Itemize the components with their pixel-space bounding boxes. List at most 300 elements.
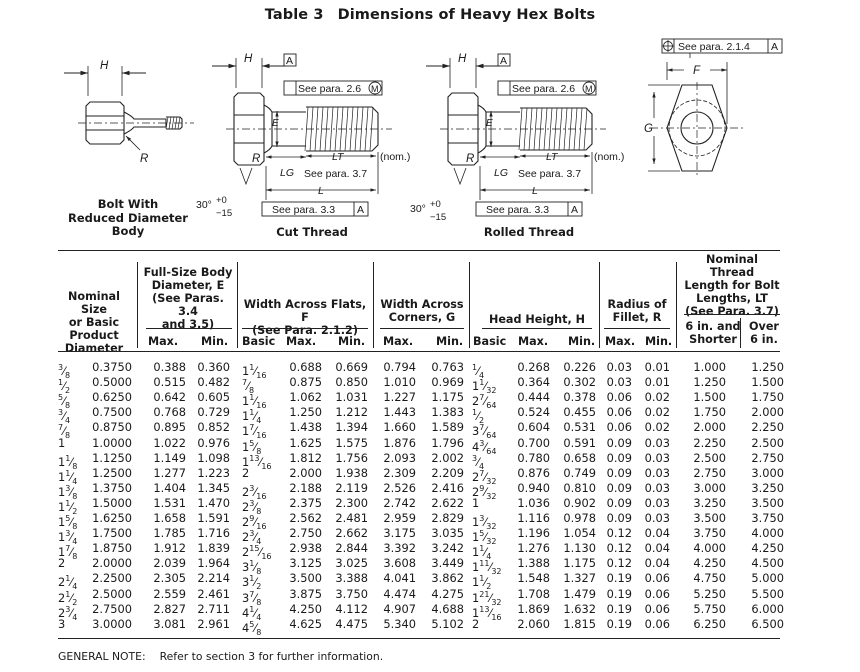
underline-radius: [604, 328, 670, 329]
cell-nom-frac: $^7⁄_8$: [58, 423, 71, 441]
table-row: [0, 375, 860, 396]
cell-h-max: 0.444: [517, 390, 550, 405]
fig2-lt-label: LT: [332, 151, 344, 163]
cell-lt-over: 2.750: [751, 450, 784, 465]
header-radius: Radius of Fillet, R: [607, 298, 667, 324]
cell-lt-short: 3.250: [693, 495, 726, 510]
cell-h-min: 0.226: [563, 360, 596, 374]
fig1-caption: Bolt With Reduced Diameter Body: [68, 197, 188, 238]
cell-nom: 2.0000: [92, 556, 132, 571]
cell-f-basic: $3^1⁄_2$: [242, 574, 262, 592]
cell-f-max: 2.188: [289, 480, 322, 495]
sub-min: Min.: [568, 335, 596, 348]
cell-g-max: 4.907: [383, 601, 416, 616]
cell-g-max: 1.876: [383, 435, 416, 450]
cell-r-min: 0.03: [644, 450, 670, 465]
cell-r-max: 0.03: [606, 360, 632, 374]
cell-lt-over: 4.250: [751, 541, 784, 556]
cell-lt-over: 2.000: [751, 405, 784, 420]
cell-g-max: 2.526: [383, 480, 416, 495]
cell-nom-frac: 1: [58, 435, 66, 450]
cell-e-max: 2.305: [153, 571, 186, 586]
cell-f-min: 4.475: [335, 616, 368, 631]
cell-f-min: 0.850: [335, 375, 368, 390]
cell-h-basic: $1^1⁄_{32}$: [472, 378, 497, 396]
cell-f-max: 3.125: [289, 556, 322, 571]
cell-nom: 2.5000: [92, 586, 132, 601]
fig2-l-label: L: [318, 185, 324, 197]
table-row: [0, 405, 860, 426]
cell-lt-over: 5.000: [751, 571, 784, 586]
cell-f-basic: $1^1⁄_{16}$: [242, 393, 267, 411]
cell-nom-frac: $2^1⁄_4$: [58, 574, 78, 592]
cell-nom: 1.0000: [92, 435, 132, 450]
fig3-h-label: H: [458, 53, 467, 65]
cell-g-max: 4.474: [383, 586, 416, 601]
cell-e-max: 1.912: [153, 541, 186, 556]
cell-e-min: 1.964: [197, 556, 230, 571]
cell-lt-over: 3.000: [751, 465, 784, 480]
cell-r-max: 0.06: [606, 420, 632, 435]
cell-g-min: 4.688: [431, 601, 464, 616]
cell-f-max: 4.625: [289, 616, 322, 631]
cell-lt-short: 5.250: [693, 586, 726, 601]
cell-f-max: 2.562: [289, 511, 322, 525]
cell-h-min: 1.130: [563, 541, 596, 556]
cell-h-max: 1.196: [517, 526, 550, 541]
cell-g-min: 1.796: [431, 435, 464, 450]
cell-e-min: 0.852: [197, 420, 230, 435]
fig2-lg-label: LG: [280, 167, 295, 179]
cell-nom: 2.7500: [92, 601, 132, 616]
cell-nom-frac: $^5⁄_8$: [58, 393, 71, 411]
cell-h-max: 0.268: [517, 360, 550, 374]
cell-nom-frac: $^3⁄_8$: [58, 363, 71, 381]
cell-f-max: 1.812: [289, 450, 322, 465]
cell-g-max: 2.309: [383, 465, 416, 480]
cell-lt-short: 2.500: [693, 450, 726, 465]
cell-f-min: 2.300: [335, 495, 368, 510]
underline-body: [146, 328, 232, 329]
cell-f-min: 2.844: [335, 541, 368, 556]
cell-r-min: 0.06: [644, 571, 670, 586]
cell-nom: 1.6250: [92, 511, 132, 525]
cell-g-max: 1.443: [383, 405, 416, 420]
cell-e-max: 0.642: [153, 390, 186, 405]
reduced-body-bolt-drawing: [64, 66, 194, 150]
cell-f-max: 1.250: [289, 405, 322, 420]
cut-thread-bolt-drawing: [212, 54, 392, 216]
underline-head: [482, 328, 592, 329]
cell-f-max: 1.062: [289, 390, 322, 405]
cell-f-min: 3.750: [335, 586, 368, 601]
cell-f-max: 4.250: [289, 601, 322, 616]
general-note: [58, 650, 383, 663]
cell-g-min: 2.416: [431, 480, 464, 495]
cell-f-basic: $1^5⁄_8$: [242, 438, 262, 456]
table-row: [0, 435, 860, 456]
divider: [676, 262, 677, 348]
sub-min: Min.: [338, 335, 366, 348]
cell-h-max: 1.388: [517, 556, 550, 571]
cell-e-min: 1.839: [197, 541, 230, 556]
cell-nom: 0.5000: [92, 375, 132, 390]
cell-r-max: 0.12: [606, 541, 632, 556]
table-bottom-rule: [58, 638, 780, 639]
cell-f-max: 0.688: [289, 360, 322, 374]
sub-max: Max.: [286, 335, 317, 348]
cell-nom: 1.8750: [92, 541, 132, 556]
cell-f-basic: $1^7⁄_{16}$: [242, 423, 267, 441]
cell-lt-over: 1.750: [751, 390, 784, 405]
cell-h-max: 0.876: [517, 465, 550, 480]
cell-f-min: 1.575: [335, 435, 368, 450]
fig3-tol-minus: −15: [430, 212, 447, 223]
header-nominal: Nominal Size or Basic Product Diameter: [64, 290, 124, 355]
cell-g-max: 1.660: [383, 420, 416, 435]
hex-end-view-drawing: [648, 39, 782, 176]
cell-lt-short: 1.000: [693, 360, 726, 374]
cell-h-basic: $4^3⁄_{64}$: [472, 438, 497, 456]
fig2-see26: See para. 2.6: [298, 83, 362, 95]
fig3-l-label: L: [532, 185, 538, 197]
cell-lt-over: 6.500: [751, 616, 784, 631]
cell-r-max: 0.09: [606, 511, 632, 525]
fig3-a-label: A: [500, 55, 508, 67]
cell-r-min: 0.03: [644, 465, 670, 480]
cell-nom-frac: 2: [58, 556, 66, 571]
divider: [469, 262, 470, 348]
cell-nom: 0.7500: [92, 405, 132, 420]
cell-g-min: 1.383: [431, 405, 464, 420]
table-row: [0, 420, 860, 441]
cell-e-min: 1.716: [197, 526, 230, 541]
cell-lt-over: 1.250: [751, 360, 784, 374]
cell-f-min: 2.481: [335, 511, 368, 525]
cell-e-max: 2.559: [153, 586, 186, 601]
cell-r-max: 0.09: [606, 450, 632, 465]
cell-e-min: 2.214: [197, 571, 230, 586]
cell-lt-short: 2.000: [693, 420, 726, 435]
cell-r-max: 0.06: [606, 405, 632, 420]
cell-nom-frac: $1^3⁄_4$: [58, 529, 78, 547]
cell-r-min: 0.04: [644, 526, 670, 541]
cell-h-min: 0.591: [563, 435, 596, 450]
cell-g-min: 5.102: [431, 616, 464, 631]
fig3-e-label: E: [486, 118, 493, 129]
cell-f-basic: $4^5⁄_8$: [242, 619, 262, 637]
sub-max: Max.: [383, 335, 414, 348]
underline-flats: [242, 328, 368, 329]
cell-e-max: 1.785: [153, 526, 186, 541]
cell-e-min: 1.470: [197, 495, 230, 510]
cell-r-max: 0.19: [606, 601, 632, 616]
table-row: [0, 526, 860, 547]
cell-h-min: 0.658: [563, 450, 596, 465]
cell-r-max: 0.09: [606, 480, 632, 495]
table-row: [0, 450, 860, 471]
cell-lt-short: 6.250: [693, 616, 726, 631]
cell-r-max: 0.09: [606, 435, 632, 450]
cell-f-min: 1.394: [335, 420, 368, 435]
cell-h-min: 0.531: [563, 420, 596, 435]
cell-h-max: 0.364: [517, 375, 550, 390]
cell-r-min: 0.03: [644, 435, 670, 450]
cell-nom: 0.8750: [92, 420, 132, 435]
table-title-text: Dimensions of Heavy Hex Bolts: [337, 7, 596, 23]
cell-e-max: 2.039: [153, 556, 186, 571]
cell-r-min: 0.02: [644, 390, 670, 405]
cell-f-max: 2.938: [289, 541, 322, 556]
cell-r-max: 0.19: [606, 586, 632, 601]
cell-lt-over: 2.500: [751, 435, 784, 450]
cell-e-min: 0.360: [197, 360, 230, 374]
cell-lt-short: 1.500: [693, 390, 726, 405]
note-label: GENERAL NOTE:: [58, 650, 146, 663]
cell-nom-frac: $2^1⁄_2$: [58, 589, 78, 607]
cell-f-basic: $4^1⁄_4$: [242, 604, 262, 622]
cell-lt-short: 2.750: [693, 465, 726, 480]
cell-h-max: 1.708: [517, 586, 550, 601]
cell-r-min: 0.02: [644, 405, 670, 420]
fig3-caption: Rolled Thread: [483, 225, 575, 239]
cell-f-max: 0.875: [289, 375, 322, 390]
cell-lt-over: 1.500: [751, 375, 784, 390]
cell-h-min: 1.327: [563, 571, 596, 586]
cell-nom: 3.0000: [92, 616, 132, 631]
cell-h-min: 0.378: [563, 390, 596, 405]
cell-nom-frac: $1^1⁄_8$: [58, 453, 78, 471]
cell-h-basic: $^3⁄_4$: [472, 453, 485, 471]
cell-h-basic: $1^{21}⁄_{32}$: [472, 589, 502, 607]
cell-e-max: 1.277: [153, 465, 186, 480]
cell-r-min: 0.04: [644, 541, 670, 556]
cell-r-min: 0.03: [644, 495, 670, 510]
cell-g-max: 1.010: [383, 375, 416, 390]
cell-h-max: 0.940: [517, 480, 550, 495]
cell-f-min: 1.938: [335, 465, 368, 480]
cell-e-min: 0.482: [197, 375, 230, 390]
cell-f-basic: $3^7⁄_8$: [242, 589, 262, 607]
cell-g-min: 1.589: [431, 420, 464, 435]
cell-nom: 1.7500: [92, 526, 132, 541]
fig2-see33: See para. 3.3: [272, 204, 336, 216]
cell-nom-frac: $1^1⁄_2$: [58, 498, 78, 516]
cell-f-basic: $2^9⁄_{16}$: [242, 514, 267, 532]
table-row: [0, 360, 860, 381]
cell-lt-over: 3.500: [751, 495, 784, 510]
cell-r-min: 0.06: [644, 601, 670, 616]
cell-lt-over: 2.250: [751, 420, 784, 435]
underline-corners: [380, 328, 464, 329]
cell-lt-short: 3.750: [693, 526, 726, 541]
cell-f-basic: $1^1⁄_{16}$: [242, 363, 267, 381]
cell-h-max: 0.780: [517, 450, 550, 465]
cell-f-max: 1.625: [289, 435, 322, 450]
cell-f-basic: 2: [242, 465, 250, 480]
cell-f-basic: $1^{13}⁄_{16}$: [242, 453, 272, 471]
fig3-r-label: R: [466, 153, 475, 165]
cell-h-min: 1.815: [563, 616, 596, 631]
fig1-r-label: R: [140, 153, 149, 165]
cell-r-min: 0.03: [644, 480, 670, 495]
fig4-f-label: F: [693, 65, 701, 77]
underline-thread: [684, 314, 780, 315]
cell-h-max: 0.524: [517, 405, 550, 420]
cell-e-min: 0.729: [197, 405, 230, 420]
cell-h-basic: $3^7⁄_{64}$: [472, 423, 497, 441]
cell-nom-frac: $1^7⁄_8$: [58, 544, 78, 562]
cell-f-min: 3.025: [335, 556, 368, 571]
fig3-see37: See para. 3.7: [518, 168, 582, 180]
cell-h-max: 1.036: [517, 495, 550, 510]
table-row: [0, 465, 860, 486]
cell-g-min: 3.035: [431, 526, 464, 541]
cell-r-max: 0.19: [606, 571, 632, 586]
cell-h-min: 0.749: [563, 465, 596, 480]
sub-max: Max.: [605, 335, 636, 348]
header-body-diameter: Full-Size Body Diameter, E (See Paras. 3.4 and 3.5): [143, 266, 233, 331]
cell-g-min: 2.209: [431, 465, 464, 480]
cell-lt-short: 4.750: [693, 571, 726, 586]
fig3-see33: See para. 3.3: [486, 204, 550, 216]
cell-nom-frac: $^1⁄_2$: [58, 378, 71, 396]
cell-h-min: 0.455: [563, 405, 596, 420]
cell-g-min: 3.449: [431, 556, 464, 571]
fig2-a-label: A: [286, 55, 294, 67]
cell-h-min: 0.978: [563, 511, 596, 525]
cell-e-max: 1.022: [153, 435, 186, 450]
cell-nom: 0.3750: [92, 360, 132, 374]
cell-h-basic: $^1⁄_2$: [472, 408, 485, 426]
cell-h-max: 1.869: [517, 601, 550, 616]
cell-g-max: 2.742: [383, 495, 416, 510]
cell-r-min: 0.01: [644, 360, 670, 374]
cell-e-max: 0.515: [153, 375, 186, 390]
sub-min: Min.: [436, 335, 464, 348]
sub-max: Max.: [518, 335, 549, 348]
cell-h-basic: $1^1⁄_2$: [472, 574, 492, 592]
fig2-m-label: M: [371, 84, 379, 94]
cell-r-min: 0.06: [644, 616, 670, 631]
sub-thread-over: Over 6 in.: [749, 320, 779, 346]
header-bottom-rule: [58, 351, 780, 352]
table-row: [0, 571, 860, 592]
cell-e-max: 1.149: [153, 450, 186, 465]
table-row: [0, 541, 860, 562]
cell-e-min: 2.711: [197, 601, 230, 616]
cell-h-min: 0.302: [563, 375, 596, 390]
fig3-a2-label: A: [571, 204, 579, 216]
sub-max: Max.: [148, 335, 179, 348]
cell-lt-over: 5.500: [751, 586, 784, 601]
cell-nom-frac: $1^5⁄_8$: [58, 514, 78, 532]
cell-h-basic: $1^1⁄_4$: [472, 544, 492, 562]
table-number: Table 3: [264, 7, 324, 23]
cell-h-basic: $1^3⁄_{32}$: [472, 514, 497, 532]
divider: [599, 262, 600, 348]
divider: [237, 262, 238, 348]
table-row: [0, 390, 860, 411]
cell-nom: 2.2500: [92, 571, 132, 586]
cell-f-max: 1.438: [289, 420, 322, 435]
cell-h-min: 0.902: [563, 495, 596, 510]
cell-nom-frac: 3: [58, 616, 66, 631]
cell-h-basic: $2^7⁄_{64}$: [472, 393, 497, 411]
cell-lt-short: 5.750: [693, 601, 726, 616]
cell-e-max: 0.768: [153, 405, 186, 420]
cell-e-max: 1.531: [153, 495, 186, 510]
cell-h-min: 1.479: [563, 586, 596, 601]
cell-f-max: 3.500: [289, 571, 322, 586]
cell-f-basic: $3^1⁄_8$: [242, 559, 262, 577]
rolled-thread-bolt-drawing: [426, 54, 606, 216]
cell-h-basic: $2^9⁄_{32}$: [472, 483, 497, 501]
cell-lt-over: 4.000: [751, 526, 784, 541]
cell-e-min: 1.345: [197, 480, 230, 495]
cell-e-max: 0.895: [153, 420, 186, 435]
cell-g-max: 0.794: [383, 360, 416, 374]
cell-e-min: 2.961: [197, 616, 230, 631]
cell-g-max: 2.093: [383, 450, 416, 465]
fig4-see214: See para. 2.1.4: [678, 41, 750, 53]
fig4-a-label: A: [771, 41, 779, 53]
fig2-r-label: R: [252, 153, 261, 165]
cell-h-basic: $1^5⁄_{32}$: [472, 529, 497, 547]
cell-f-basic: $2^3⁄_4$: [242, 529, 262, 547]
cell-lt-short: 4.000: [693, 541, 726, 556]
cell-e-min: 2.461: [197, 586, 230, 601]
cell-h-basic: 1: [472, 495, 480, 510]
cell-g-min: 3.862: [431, 571, 464, 586]
fig2-tol-minus: −15: [216, 208, 233, 219]
cell-e-max: 3.081: [153, 616, 186, 631]
fig1-h-label: H: [100, 60, 109, 72]
cell-h-basic: $1^{13}⁄_{16}$: [472, 604, 502, 622]
cell-g-max: 3.392: [383, 541, 416, 556]
cell-f-min: 1.212: [335, 405, 368, 420]
cell-g-max: 3.608: [383, 556, 416, 571]
cell-f-max: 2.375: [289, 495, 322, 510]
header-width-corners: Width Across Corners, G: [380, 298, 464, 324]
cell-f-basic: $^7⁄_8$: [242, 378, 255, 396]
cell-h-min: 0.810: [563, 480, 596, 495]
cell-g-min: 0.763: [431, 360, 464, 374]
cell-f-min: 2.119: [335, 480, 368, 495]
cell-lt-short: 1.750: [693, 405, 726, 420]
cell-g-max: 4.041: [383, 571, 416, 586]
cell-g-min: 1.175: [431, 390, 464, 405]
cell-lt-over: 3.750: [751, 511, 784, 525]
cell-e-max: 1.658: [153, 511, 186, 525]
fig3-tol-plus: +0: [430, 199, 441, 210]
cell-h-max: 0.700: [517, 435, 550, 450]
fig2-e-label: E: [272, 118, 279, 129]
cell-h-basic: $1^{11}⁄_{32}$: [472, 559, 502, 577]
cell-r-max: 0.09: [606, 495, 632, 510]
cell-nom: 1.5000: [92, 495, 132, 510]
cell-nom-frac: $1^3⁄_8$: [58, 483, 78, 501]
cell-e-max: 2.827: [153, 601, 186, 616]
cell-r-max: 0.12: [606, 556, 632, 571]
cell-h-max: 1.116: [517, 511, 550, 525]
cell-f-min: 1.031: [335, 390, 368, 405]
cell-e-min: 0.605: [197, 390, 230, 405]
cell-f-basic: $2^3⁄_{16}$: [242, 483, 267, 501]
cell-h-max: 1.548: [517, 571, 550, 586]
cell-nom-frac: $1^1⁄_4$: [58, 468, 78, 486]
cell-lt-short: 4.250: [693, 556, 726, 571]
